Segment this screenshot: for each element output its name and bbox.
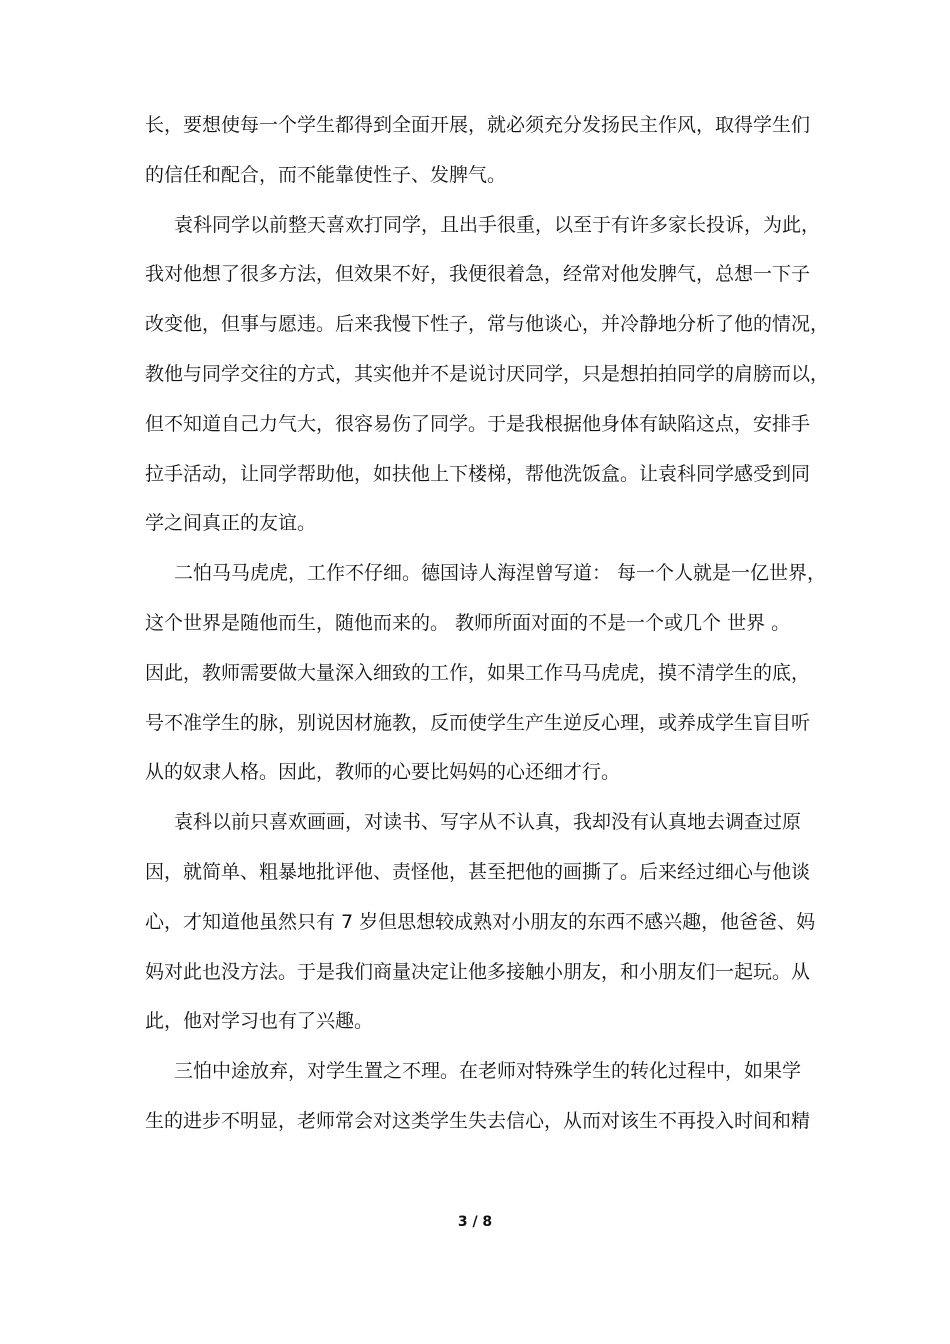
text-line: 学之间真正的友谊。 (145, 512, 317, 535)
paragraph-yuanke-drawing (145, 798, 817, 1047)
text-line: 心，才知道他虽然只有 7 岁但思想较成熟对小朋友的东西不感兴趣，他爸爸、妈 (145, 910, 816, 933)
text-line: 二怕马马虎虎，工作不仔细。德国诗人海涅曾写道： 每一个人就是一亿世界， (174, 562, 827, 585)
paragraph-second-fear (145, 549, 827, 798)
text-line: 生的进步不明显，老师常会对这类学生失去信心，从而对该生不再投入时间和精 (145, 1109, 811, 1132)
text-line: 因，就简单、粗暴地批评他、责怪他，甚至把他的画撕了。后来经过细心与他谈 (145, 860, 811, 883)
text-line: 妈对此也没方法。于是我们商量决定让他多接触小朋友，和小朋友们一起玩。从 (145, 960, 811, 983)
text-line: 因此，教师需要做大量深入细致的工作，如果工作马马虎虎，摸不清学生的底， (145, 661, 811, 684)
text-line: 此，他对学习也有了兴趣。 (145, 1010, 374, 1033)
text-line: 改变他，但事与愿违。后来我慢下性子，常与他谈心，并冷静地分析了他的情况， (145, 313, 830, 336)
text-line: 教他与同学交往的方式，其实他并不是说讨厌同学，只是想拍拍同学的肩膀而以， (145, 362, 830, 385)
paragraph-third-fear (145, 1047, 817, 1147)
text-line: 拉手活动，让同学帮助他，如扶他上下楼梯，帮他洗饭盒。让袁科同学感受到同 (145, 462, 811, 485)
text-line: 袁科以前只喜欢画画，对读书、写字从不认真，我却没有认真地去调查过原 (174, 811, 802, 834)
paragraph-yuanke-fighting (145, 201, 830, 550)
text-line: 号不准学生的脉，别说因材施教，反而使学生产生逆反心理，或养成学生盲目听 (145, 711, 811, 734)
paragraph-continuation (145, 101, 817, 201)
text-line: 我对他想了很多方法，但效果不好，我便很着急，经常对他发脾气，总想一下子 (145, 263, 811, 286)
text-line: 但不知道自己力气大，很容易伤了同学。于是我根据他身体有缺陷这点，安排手 (145, 412, 811, 435)
text-line: 这个世界是随他而生，随他而来的。 教师所面对面的不是一个或几个 世界 。 (145, 611, 791, 634)
text-line: 从的奴隶人格。因此，教师的心要比妈妈的心还细才行。 (145, 761, 621, 784)
text-line: 的信任和配合，而不能靠使性子、发脾气。 (145, 163, 507, 186)
page-number: 3 / 8 (457, 1214, 493, 1230)
text-line: 三怕中途放弃，对学生置之不理。在老师对特殊学生的转化过程中，如果学 (174, 1060, 802, 1083)
text-line: 袁科同学以前整天喜欢打同学，且出手很重，以至于有许多家长投诉，为此， (174, 213, 821, 236)
document-body (145, 101, 830, 1147)
text-line: 长，要想使每一个学生都得到全面开展，就必须充分发扬民主作风，取得学生们 (145, 114, 811, 136)
